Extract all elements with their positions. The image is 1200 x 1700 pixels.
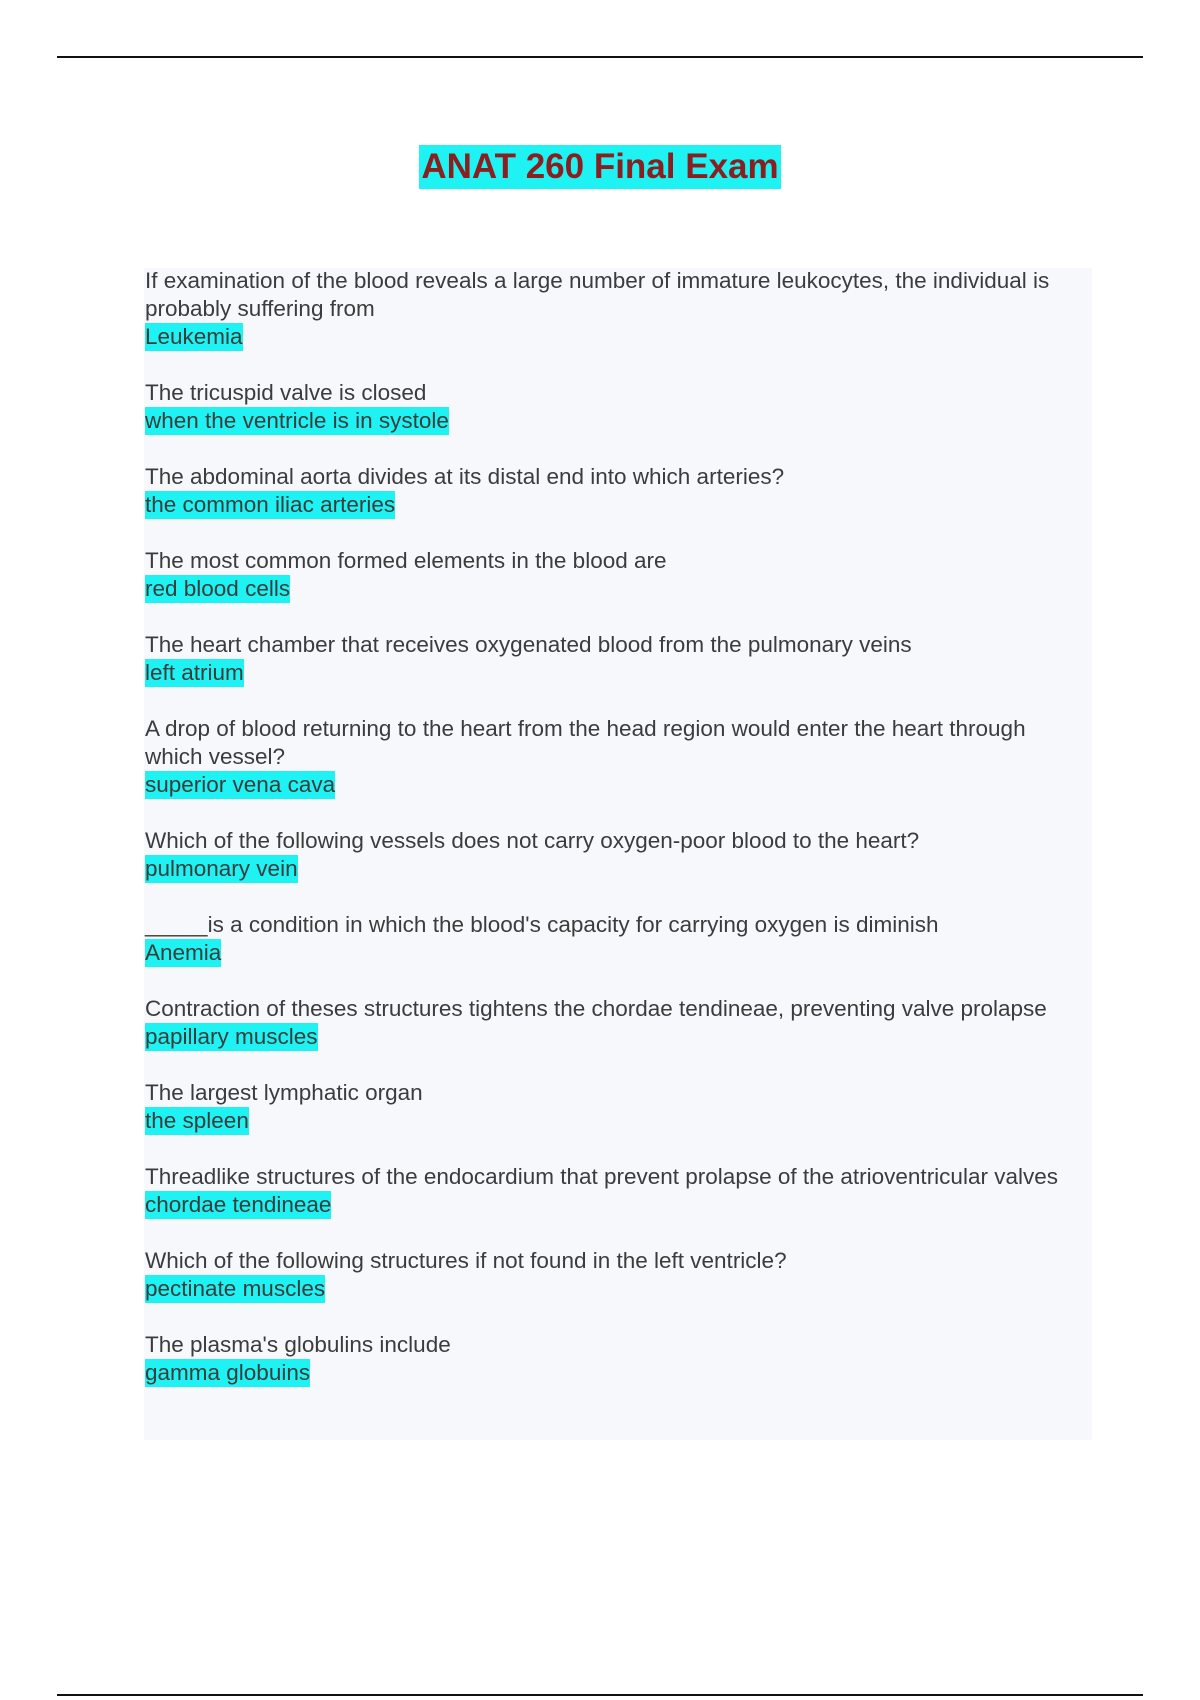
qa-item bbox=[145, 267, 1065, 351]
question-text: The most common formed elements in the blood are bbox=[145, 548, 667, 573]
answer-text: pulmonary vein bbox=[145, 856, 298, 881]
question-text: The heart chamber that receives oxygenated blood from the pulmonary veins bbox=[145, 632, 912, 657]
qa-item bbox=[145, 1247, 1065, 1303]
top-rule bbox=[57, 56, 1143, 58]
answer-text: red blood cells bbox=[145, 576, 291, 601]
qa-item bbox=[145, 827, 1065, 883]
question-text: Which of the following vessels does not carry oxygen-poor blood to the heart? bbox=[145, 828, 920, 853]
question-text: The abdominal aorta divides at its distal end into which arteries? bbox=[145, 464, 785, 489]
qa-item bbox=[145, 715, 1065, 799]
qa-item bbox=[145, 463, 1065, 519]
answer-text: left atrium bbox=[145, 660, 244, 685]
answer-text: Anemia bbox=[145, 940, 222, 965]
qa-item bbox=[145, 1079, 1065, 1135]
answer-text: the spleen bbox=[145, 1108, 249, 1133]
answer-text: gamma globuins bbox=[145, 1360, 311, 1385]
question-text: Threadlike structures of the endocardium that prevent prolapse of the atrioventricular valves bbox=[145, 1164, 1058, 1189]
answer-text: when the ventricle is in systole bbox=[145, 408, 449, 433]
answer-text: papillary muscles bbox=[145, 1024, 318, 1049]
qa-item bbox=[145, 379, 1065, 435]
qa-item bbox=[145, 1163, 1065, 1219]
bottom-rule bbox=[57, 1694, 1143, 1696]
question-text: The plasma's globulins include bbox=[145, 1332, 451, 1357]
answer-text: chordae tendineae bbox=[145, 1192, 332, 1217]
answer-text: superior vena cava bbox=[145, 772, 336, 797]
question-text: Contraction of theses structures tightens the chordae tendineae, preventing valve prolapse bbox=[145, 996, 1047, 1021]
answer-text: Leukemia bbox=[145, 324, 243, 349]
question-text: A drop of blood returning to the heart from the head region would enter the heart through which vessel? bbox=[145, 716, 1026, 769]
qa-item bbox=[145, 995, 1065, 1051]
qa-item bbox=[145, 911, 1065, 967]
qa-item bbox=[145, 547, 1065, 603]
qa-item bbox=[145, 1331, 1065, 1387]
title-container bbox=[0, 145, 1200, 189]
question-text: The largest lymphatic organ bbox=[145, 1080, 423, 1105]
question-text: Which of the following structures if not found in the left ventricle? bbox=[145, 1248, 787, 1273]
question-text: The tricuspid valve is closed bbox=[145, 380, 427, 405]
answer-text: the common iliac arteries bbox=[145, 492, 396, 517]
question-text: _____is a condition in which the blood's capacity for carrying oxygen is diminish bbox=[145, 912, 939, 937]
document-title: ANAT 260 Final Exam bbox=[419, 145, 780, 189]
question-text: If examination of the blood reveals a large number of immature leukocytes, the individual is probably suffering from bbox=[145, 268, 1050, 321]
qa-list bbox=[145, 267, 1065, 1415]
answer-text: pectinate muscles bbox=[145, 1276, 326, 1301]
qa-item bbox=[145, 631, 1065, 687]
